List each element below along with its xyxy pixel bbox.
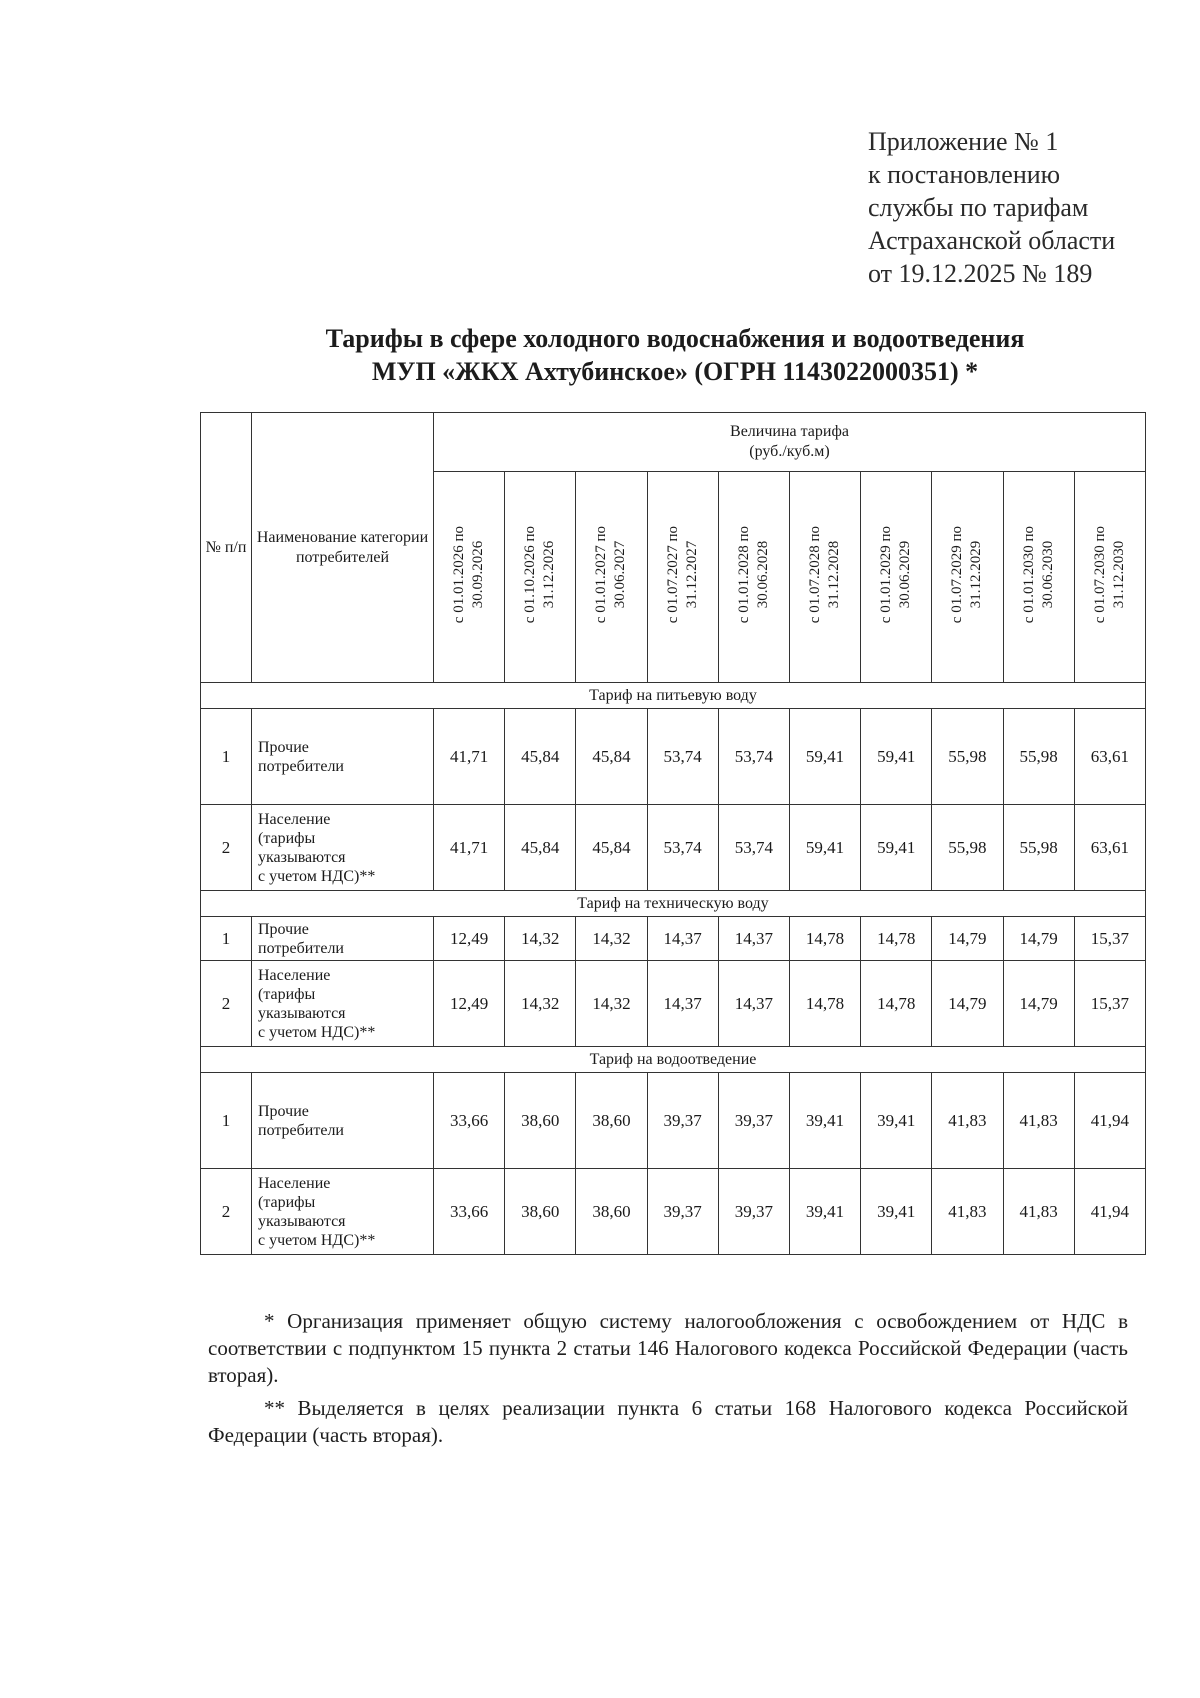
tariff-value: 38,60 (505, 1073, 576, 1169)
period-from: с 01.07.2027 по (664, 525, 681, 624)
appendix-line: Приложение № 1 (868, 127, 1059, 156)
category-name-line: Прочие (258, 920, 309, 938)
period-label (948, 526, 986, 623)
period-to: 31.12.2028 (826, 540, 843, 609)
category-name-line: Население (258, 1174, 331, 1192)
tariff-value: 14,37 (718, 917, 789, 961)
tariff-value: 39,37 (647, 1169, 718, 1255)
category-name-line: (тарифы (258, 1193, 316, 1211)
tariff-value: 55,98 (932, 805, 1003, 891)
period-to: 31.12.2027 (683, 540, 700, 609)
tariff-value: 14,78 (789, 917, 860, 961)
tariff-value: 14,37 (647, 961, 718, 1047)
tariff-value: 45,84 (505, 805, 576, 891)
period-header (861, 472, 932, 683)
tariff-value: 38,60 (576, 1073, 647, 1169)
tariff-value: 33,66 (434, 1169, 505, 1255)
tariff-table (200, 412, 1146, 1255)
category-name-line: указываются (258, 1212, 346, 1230)
period-label (521, 526, 559, 623)
period-to: 31.12.2030 (1110, 540, 1127, 609)
period-header (576, 472, 647, 683)
tariff-value: 53,74 (647, 709, 718, 805)
period-header (647, 472, 718, 683)
row-number: 1 (201, 709, 252, 805)
tariff-value: 14,78 (861, 917, 932, 961)
period-to: 30.06.2028 (754, 540, 771, 609)
period-from: с 01.01.2030 по (1020, 525, 1037, 624)
period-to: 31.12.2029 (968, 540, 985, 609)
tariff-value: 41,71 (434, 709, 505, 805)
table-row (201, 1169, 1146, 1255)
tariff-value: 14,79 (1003, 917, 1074, 961)
tariff-value: 39,41 (789, 1169, 860, 1255)
appendix-line: службы по тарифам (868, 193, 1089, 222)
document-title (200, 322, 1150, 388)
tariff-value: 14,78 (789, 961, 860, 1047)
tariff-value: 45,84 (576, 805, 647, 891)
title-line-2: МУП «ЖКХ Ахтубинское» (ОГРН 1143022000351) * (371, 357, 979, 386)
tariff-value: 59,41 (789, 709, 860, 805)
tariff-value: 33,66 (434, 1073, 505, 1169)
tariff-value: 55,98 (1003, 805, 1074, 891)
tariff-value: 14,32 (505, 961, 576, 1047)
tariff-value: 59,41 (789, 805, 860, 891)
period-header (1003, 472, 1074, 683)
row-number: 2 (201, 805, 252, 891)
row-number: 1 (201, 1073, 252, 1169)
tariff-value: 39,41 (861, 1073, 932, 1169)
header-tariff-line-1: Величина тарифа (730, 423, 849, 440)
tariff-value: 53,74 (718, 805, 789, 891)
period-to: 30.06.2029 (897, 540, 914, 609)
table-row (201, 805, 1146, 891)
period-from: с 01.07.2028 по (807, 525, 824, 624)
period-from: с 01.07.2030 по (1091, 525, 1108, 624)
table-body (201, 683, 1146, 1255)
appendix-line: к постановлению (868, 160, 1061, 189)
category-name (252, 1169, 434, 1255)
period-to: 30.09.2026 (470, 540, 487, 609)
tariff-value: 14,79 (932, 917, 1003, 961)
tariff-value: 59,41 (861, 709, 932, 805)
category-name (252, 805, 434, 891)
category-name (252, 917, 434, 961)
section-row (201, 891, 1146, 917)
tariff-value: 14,79 (1003, 961, 1074, 1047)
category-name-line: (тарифы (258, 985, 316, 1003)
tariff-value: 14,79 (932, 961, 1003, 1047)
tariff-value: 59,41 (861, 805, 932, 891)
section-title: Тариф на питьевую воду (201, 683, 1146, 709)
category-name-line: с учетом НДС)** (258, 1023, 376, 1041)
tariff-value: 63,61 (1074, 805, 1145, 891)
tariff-value: 41,83 (932, 1169, 1003, 1255)
period-label (592, 526, 630, 623)
category-name-line: Прочие (258, 1102, 309, 1120)
category-name-line: с учетом НДС)** (258, 867, 376, 885)
section-title: Тариф на водоотведение (201, 1047, 1146, 1073)
appendix-block (868, 125, 1115, 290)
section-title: Тариф на техническую воду (201, 891, 1146, 917)
tariff-value: 55,98 (932, 709, 1003, 805)
tariff-value: 14,32 (505, 917, 576, 961)
period-from: с 01.01.2027 по (593, 525, 610, 624)
period-to: 30.06.2027 (612, 540, 629, 609)
tariff-value: 41,83 (932, 1073, 1003, 1169)
tariff-value: 53,74 (647, 805, 718, 891)
tariff-value: 41,83 (1003, 1169, 1074, 1255)
tariff-value: 38,60 (505, 1169, 576, 1255)
period-label (735, 526, 773, 623)
period-from: с 01.01.2028 по (735, 525, 752, 624)
tariff-value: 12,49 (434, 961, 505, 1047)
category-name-line: потребители (258, 757, 344, 775)
tariff-value: 14,32 (576, 917, 647, 961)
header-name: Наименование категории потребителей (252, 413, 434, 683)
category-name-line: (тарифы (258, 829, 316, 847)
appendix-line: Астраханской области (868, 226, 1116, 255)
tariff-value: 39,37 (718, 1169, 789, 1255)
tariff-value: 14,37 (718, 961, 789, 1047)
tariff-value: 63,61 (1074, 709, 1145, 805)
row-number: 2 (201, 1169, 252, 1255)
period-label (877, 526, 915, 623)
tariff-value: 41,94 (1074, 1073, 1145, 1169)
table-row (201, 709, 1146, 805)
tariff-value: 39,37 (718, 1073, 789, 1169)
tariff-value: 41,83 (1003, 1073, 1074, 1169)
category-name-line: указываются (258, 1004, 346, 1022)
category-name-line: потребители (258, 1121, 344, 1139)
period-label (450, 526, 488, 623)
period-label (806, 526, 844, 623)
category-name (252, 1073, 434, 1169)
period-header (932, 472, 1003, 683)
category-name-line: указываются (258, 848, 346, 866)
row-number: 1 (201, 917, 252, 961)
period-header (505, 472, 576, 683)
period-header (1074, 472, 1145, 683)
period-from: с 01.01.2026 по (451, 525, 468, 624)
category-name-line: Население (258, 966, 331, 984)
header-tariff-line-2: (руб./куб.м) (749, 443, 830, 460)
category-name (252, 709, 434, 805)
header-num: № п/п (201, 413, 252, 683)
footnote-2: ** Выделяется в целях реализации пункта 6 статьи 168 Налогового кодекса Российской Федерации (часть вторая). (208, 1396, 1128, 1447)
table-row (201, 917, 1146, 961)
category-name-line: потребители (258, 939, 344, 957)
tariff-value: 15,37 (1074, 917, 1145, 961)
category-name-line: Население (258, 810, 331, 828)
title-line-1: Тарифы в сфере холодного водоснабжения и водоотведения (325, 324, 1025, 353)
tariff-value: 39,37 (647, 1073, 718, 1169)
section-row (201, 683, 1146, 709)
category-name-line: Прочие (258, 738, 309, 756)
period-header (789, 472, 860, 683)
period-to: 30.06.2030 (1039, 540, 1056, 609)
footnote-1: * Организация применяет общую систему налогообложения с освобождением от НДС в соответствии с подпунктом 15 пункта 2 статьи 146 Налогового кодекса Российской Федерации (часть вторая). (208, 1309, 1128, 1387)
period-header (434, 472, 505, 683)
footnotes (208, 1308, 1128, 1455)
tariff-value: 14,32 (576, 961, 647, 1047)
section-row (201, 1047, 1146, 1073)
header-row (201, 413, 1146, 472)
tariff-value: 41,71 (434, 805, 505, 891)
tariff-value: 38,60 (576, 1169, 647, 1255)
tariff-value: 15,37 (1074, 961, 1145, 1047)
row-number: 2 (201, 961, 252, 1047)
period-label (664, 526, 702, 623)
category-name (252, 961, 434, 1047)
period-to: 31.12.2026 (541, 540, 558, 609)
tariff-value: 14,78 (861, 961, 932, 1047)
tariff-value: 39,41 (861, 1169, 932, 1255)
tariff-value: 45,84 (505, 709, 576, 805)
tariff-value: 14,37 (647, 917, 718, 961)
appendix-line: от 19.12.2025 № 189 (868, 259, 1093, 288)
header-tariff (434, 413, 1146, 472)
tariff-value: 41,94 (1074, 1169, 1145, 1255)
table-row (201, 1073, 1146, 1169)
period-label (1020, 526, 1058, 623)
period-label (1091, 526, 1129, 623)
tariff-value: 55,98 (1003, 709, 1074, 805)
period-header (718, 472, 789, 683)
period-from: с 01.07.2029 по (949, 525, 966, 624)
tariff-value: 12,49 (434, 917, 505, 961)
tariff-value: 39,41 (789, 1073, 860, 1169)
period-from: с 01.10.2026 по (522, 525, 539, 624)
table-row (201, 961, 1146, 1047)
period-from: с 01.01.2029 по (878, 525, 895, 624)
category-name-line: с учетом НДС)** (258, 1231, 376, 1249)
tariff-value: 45,84 (576, 709, 647, 805)
tariff-value: 53,74 (718, 709, 789, 805)
